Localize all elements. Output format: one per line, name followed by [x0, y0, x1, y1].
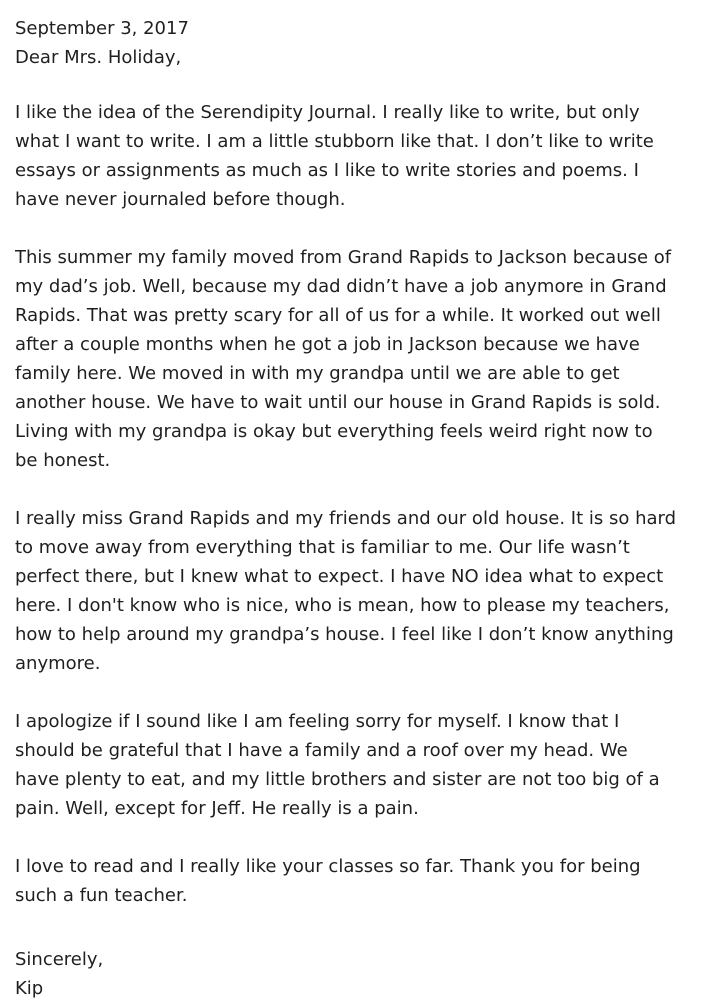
- letter-closing: Sincerely,: [15, 949, 104, 970]
- letter-paragraph: I apologize if I sound like I am feeling sorry for myself. I know that I should be grateful that I have a family and a roof over my head. We have plenty to eat, and my little brothers and sister are not too big of a pain. Well, except for Jeff. He really is a pain.: [15, 711, 660, 819]
- letter-paragraph: I love to read and I really like your classes so far. Thank you for being such a fun teacher.: [15, 856, 641, 906]
- letter-paragraph: This summer my family moved from Grand Rapids to Jackson because of my dad’s job. Well, because my dad didn’t have a job anymore in Grand Rapids. That was pretty scary for all of us for a while. It worked out well after a couple months when he got a job in Jackson because we have family here. We moved in with my grandpa until we are able to get another house. We have to wait until our house in Grand Rapids is sold. Living with my grandpa is okay but everything feels weird right now to be honest.: [15, 247, 672, 471]
- letter-paragraph: I like the idea of the Serendipity Journal. I really like to write, but only what I want to write. I am a little stubborn like that. I don’t like to write essays or assignments as much as I like to write stories and poems. I have never journaled before though.: [15, 102, 654, 210]
- letter-date: September 3, 2017: [15, 18, 189, 39]
- letter-paragraph: I really miss Grand Rapids and my friends and our old house. It is so hard to move away from everything that is familiar to me. Our life wasn’t perfect there, but I knew what to expect. I have NO idea what to expect here. I don't know who is nice, who is mean, how to please my teachers, how to help around my grandpa’s house. I feel like I don’t know anything anymore.: [15, 508, 677, 674]
- letter-closing-block: [15, 945, 681, 1003]
- letter-salutation: Dear Mrs. Holiday,: [15, 47, 182, 68]
- letter-signature: Kip: [15, 978, 44, 999]
- letter-body: [15, 98, 677, 910]
